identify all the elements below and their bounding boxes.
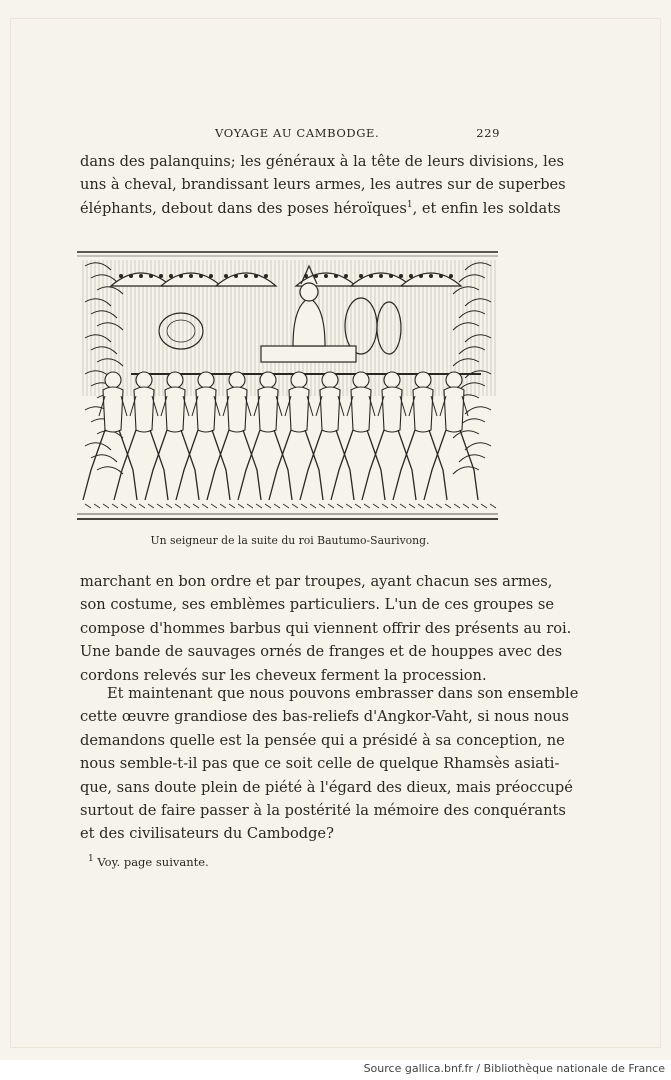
parasol-ornament	[359, 274, 363, 278]
text-line: demandons quelle est la pensée qui a présidé à sa conception, ne	[80, 731, 565, 749]
paragraph-2	[80, 570, 572, 687]
bearer-head	[260, 372, 276, 388]
bearer-head	[105, 372, 121, 388]
bearer-head	[198, 372, 214, 388]
bearer-head	[353, 372, 369, 388]
footnote-mark: 1	[88, 854, 94, 865]
palanquin-platform	[261, 346, 356, 362]
bearer-head	[415, 372, 431, 388]
text-line: Et maintenant que nous pouvons embrasser dans son ensemble	[107, 685, 579, 702]
bearer-torso	[351, 387, 371, 432]
parasol-ornament	[324, 274, 328, 278]
parasol-ornament	[139, 274, 143, 278]
text-fragment: éléphants, debout dans des poses héroïques	[80, 199, 407, 217]
bearer-torso	[444, 387, 464, 432]
text-line: Une bande de sauvages ornés de franges et de houppes avec des	[80, 643, 563, 661]
bearer-head	[291, 372, 307, 388]
text-line: cordons relevés sur les cheveux ferment la procession.	[80, 666, 487, 684]
bearer-torso	[258, 387, 278, 432]
text-line: surtout de faire passer à la postérité la mémoire des conquérants	[80, 802, 566, 820]
paragraph-3	[80, 682, 579, 846]
engraving-illustration	[71, 246, 504, 526]
bearer-torso	[382, 387, 402, 432]
parasol-ornament	[429, 274, 433, 278]
parasol-ornament	[209, 274, 213, 278]
parasol-ornament	[119, 274, 123, 278]
parasol-ornament	[344, 274, 348, 278]
text-line: uns à cheval, brandissant leurs armes, les autres sur de superbes	[80, 176, 566, 194]
parasol-ornament	[234, 274, 238, 278]
bearer-head	[322, 372, 338, 388]
bearer-head	[384, 372, 400, 388]
parasol-ornament	[179, 274, 183, 278]
parasol-ornament	[369, 274, 373, 278]
figure-caption: Un seigneur de la suite du roi Bautumo-Saurivong.	[150, 534, 430, 547]
bearer-head	[167, 372, 183, 388]
parasol-ornament	[159, 274, 163, 278]
text-line	[80, 197, 561, 220]
text-line: et des civilisateurs du Cambodge?	[80, 825, 334, 843]
bearer-torso	[227, 387, 247, 432]
parasol-ornament	[199, 274, 203, 278]
bearer-head	[136, 372, 152, 388]
text-line: cette œuvre grandiose des bas-reliefs d'Angkor-Vaht, si nous nous	[80, 708, 569, 726]
text-line: nous semble-t-il pas que ce soit celle de quelque Rhamsès asiati-	[80, 755, 560, 773]
parasol-ornament	[169, 274, 173, 278]
bearer-head	[229, 372, 245, 388]
bas-relief-engraving	[71, 246, 504, 526]
bearer-torso	[134, 387, 154, 432]
bearer-torso	[103, 387, 123, 432]
parasol-ornament	[149, 274, 153, 278]
parasol-ornament	[334, 274, 338, 278]
parasol-ornament	[409, 274, 413, 278]
parasol-ornament	[419, 274, 423, 278]
parasol-ornament	[224, 274, 228, 278]
parasol-ornament	[189, 274, 193, 278]
parasol-ornament	[254, 274, 258, 278]
running-head	[80, 126, 500, 146]
source-bar	[0, 1060, 671, 1080]
text-line: dans des palanquins; les généraux à la tête de leurs divisions, les	[80, 153, 564, 170]
bearer-torso	[320, 387, 340, 432]
footnote	[88, 855, 209, 869]
text-line: que, sans doute plein de piété à l'égard des dieux, mais préoccupé	[80, 778, 573, 796]
bearer-torso	[165, 387, 185, 432]
seated-figure-head	[300, 283, 318, 301]
source-attribution: Source gallica.bnf.fr / Bibliothèque nationale de France	[363, 1062, 665, 1075]
running-head-title: VOYAGE AU CAMBODGE.	[215, 126, 380, 140]
text-line: son costume, ses emblèmes particuliers. L'un de ces groupes se	[80, 596, 555, 614]
bearer-torso	[196, 387, 216, 432]
parasol-ornament	[129, 274, 133, 278]
footnote-text: Voy. page suivante.	[97, 855, 209, 869]
parasol-ornament	[244, 274, 248, 278]
parasol-ornament	[439, 274, 443, 278]
footnote-reference: 1	[406, 199, 413, 210]
parasol-ornament	[449, 274, 453, 278]
parasol-ornament	[389, 274, 393, 278]
parasol-ornament	[379, 274, 383, 278]
parasol-ornament	[264, 274, 268, 278]
text-line: marchant en bon ordre et par troupes, ayant chacun ses armes,	[80, 573, 553, 590]
paragraph-1	[80, 150, 566, 220]
bearer-torso	[289, 387, 309, 432]
parasol-ornament	[399, 274, 403, 278]
page-number: 229	[476, 126, 500, 140]
bearer-head	[446, 372, 462, 388]
text-fragment: , et enfin les soldats	[412, 199, 561, 217]
bearer-torso	[413, 387, 433, 432]
text-line: compose d'hommes barbus qui viennent offrir des présents au roi.	[80, 619, 572, 637]
